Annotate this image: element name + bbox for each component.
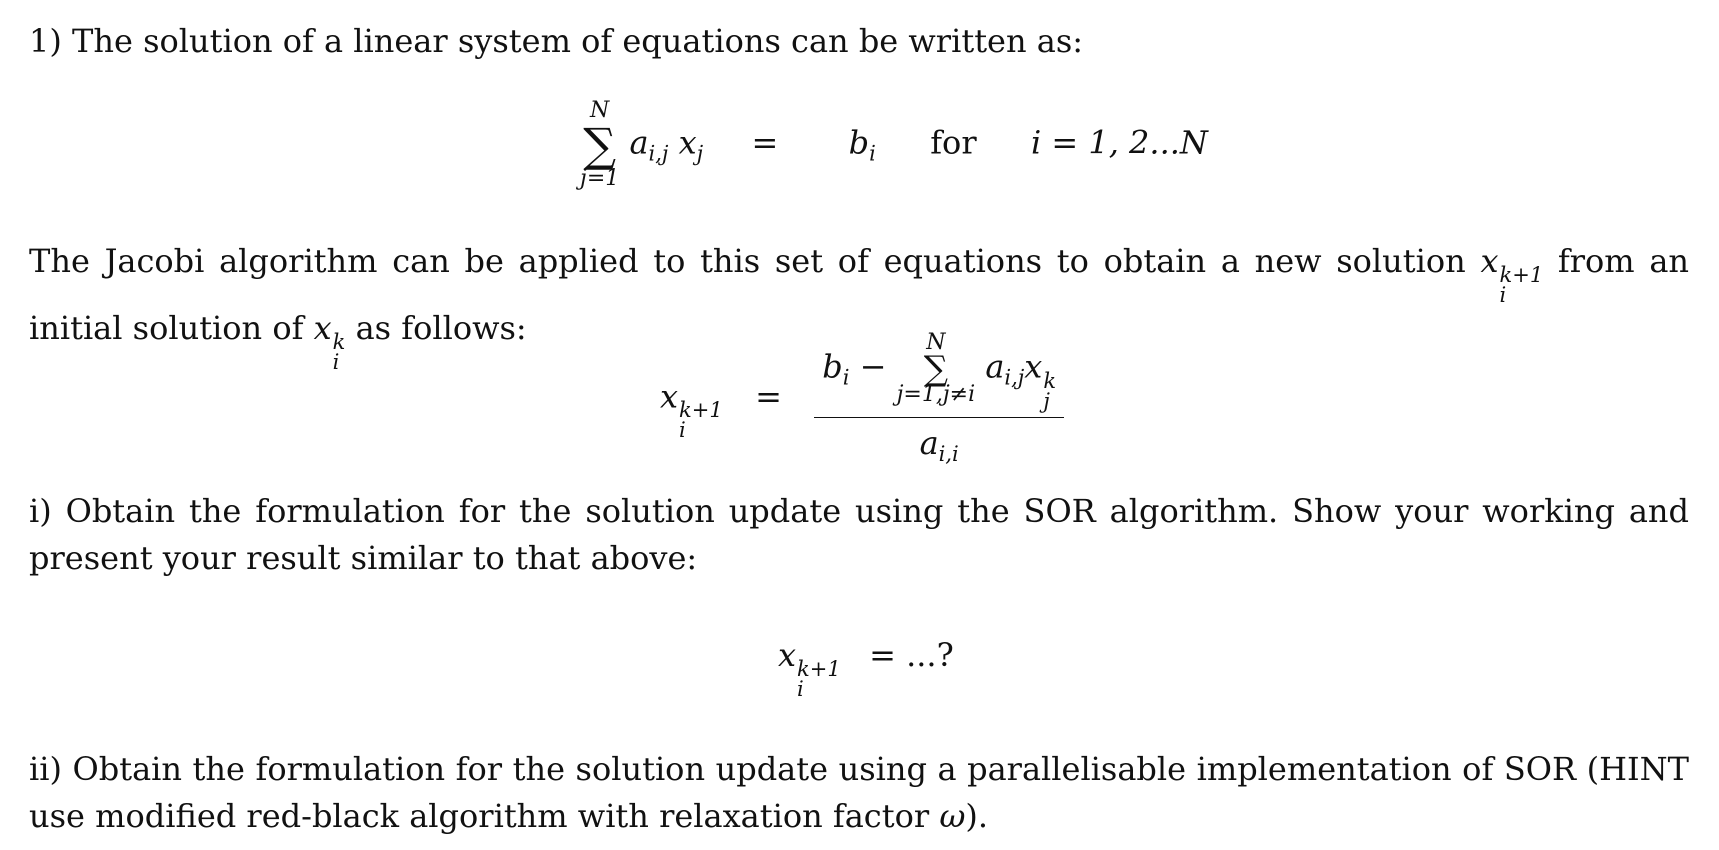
sor-lhs-x: x	[778, 636, 797, 674]
inline-x-old: x	[313, 309, 332, 347]
sor-lhs-x-scripts	[797, 659, 841, 699]
jacobi-text-part1: The Jacobi algorithm can be applied to this set of equations to obtain a new solution	[29, 242, 1466, 280]
rhs-b: b	[848, 123, 870, 162]
inline-x-old-sup: k	[332, 330, 346, 354]
sigma-symbol: ∑	[923, 349, 948, 389]
num-a: a	[985, 347, 1005, 386]
lhs-x-sub: i	[679, 418, 686, 443]
inline-x-new-sup: k+1	[1499, 263, 1544, 287]
minus-sign: −	[859, 347, 887, 386]
lhs-x-scripts	[679, 398, 723, 443]
num-x-sup: k	[1043, 368, 1057, 393]
coefficient-a-sub: i,j	[648, 141, 669, 166]
equals-sign: =	[755, 377, 782, 416]
num-x: x	[1024, 347, 1043, 386]
unknown-x-sub: j	[696, 141, 704, 166]
sor-lhs-x-sup: k+1	[797, 657, 841, 681]
jacobi-text-part3: as follows:	[355, 309, 527, 347]
sum-lower-limit: j=1,j≠i	[896, 382, 976, 407]
index-range: i = 1, 2...N	[1030, 123, 1208, 162]
inline-x-old-scripts	[333, 332, 346, 372]
num-b: b	[822, 347, 843, 386]
fraction	[814, 332, 1064, 466]
den-a-sub: i,i	[938, 441, 959, 466]
part-ii-end: ).	[965, 797, 989, 835]
question-intro	[29, 18, 1689, 65]
sum-upper-limit: N	[926, 330, 946, 355]
num-a-sub: i,j	[1004, 365, 1025, 390]
sum-upper-limit: N	[590, 98, 610, 123]
omega-symbol: ω	[939, 797, 966, 835]
num-b-sub: i	[842, 365, 850, 390]
denominator	[920, 418, 959, 466]
jacobi-text-part2: from an initial solution of	[29, 242, 1690, 347]
inline-x-old-sub: i	[332, 350, 340, 374]
coefficient-a: a	[629, 123, 649, 162]
part-ii-text: ii) Obtain the formulation for the solution update using a parallelisable implementation of SOR (HINT use modified red-black algorithm with relaxation factor	[29, 750, 1689, 835]
lhs-x-sup: k+1	[679, 398, 723, 423]
jacobi-update-equation	[660, 332, 1064, 466]
unknown-x: x	[678, 123, 697, 162]
linear-system-equation	[580, 100, 1208, 190]
equals-sign: =	[751, 123, 779, 162]
num-x-sub: j	[1043, 388, 1050, 413]
inline-x-new: x	[1480, 242, 1499, 280]
sor-update-equation	[778, 636, 954, 699]
den-a: a	[919, 423, 939, 462]
numerator	[814, 332, 1064, 417]
rhs-b-sub: i	[869, 141, 876, 166]
inline-x-new-scripts	[1500, 265, 1544, 305]
part-i-question	[29, 488, 1689, 582]
inline-x-new-sub: i	[1499, 283, 1507, 307]
summation	[897, 332, 976, 406]
num-x-scripts	[1043, 368, 1057, 413]
for-word: for	[930, 123, 977, 162]
lhs-x: x	[660, 377, 679, 416]
part-ii-question	[29, 746, 1689, 840]
part-i-text: i) Obtain the formulation for the solution update using the SOR algorithm. Show your working and present your result similar to that above:	[29, 492, 1689, 577]
sor-rhs: = ...?	[869, 636, 954, 674]
sum-lower-limit: j=1	[580, 166, 620, 191]
summation	[580, 100, 619, 190]
intro-text: 1) The solution of a linear system of equations can be written as:	[29, 22, 1084, 60]
sor-lhs-x-sub: i	[797, 677, 804, 701]
sigma-symbol: ∑	[583, 118, 617, 172]
